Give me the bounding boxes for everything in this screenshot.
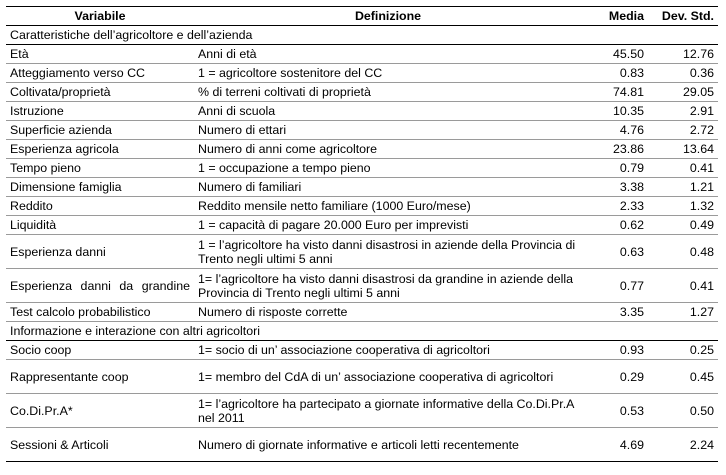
cell-dev-std: 0.45 (648, 360, 718, 394)
cell-media: 74.81 (582, 83, 648, 102)
table-header (6, 7, 718, 26)
cell-media: 4.69 (582, 428, 648, 462)
cell-variabile: Superficie azienda (6, 121, 194, 140)
cell-dev-std: 0.25 (648, 341, 718, 360)
cell-definizione: Numero di giornate informative e articoli letti recentemente (194, 428, 582, 462)
cell-media: 0.53 (582, 394, 648, 428)
cell-variabile: Esperienza danni da grandine (6, 269, 194, 303)
header-media: Media (582, 7, 648, 26)
table-row (6, 197, 718, 216)
cell-media: 4.76 (582, 121, 648, 140)
cell-media: 0.63 (582, 235, 648, 269)
cell-definizione: 1= l’agricoltore ha partecipato a giornate informative della Co.Di.Pr.A nel 2011 (194, 394, 582, 428)
table-row (6, 83, 718, 102)
cell-media: 0.83 (582, 64, 648, 83)
cell-definizione: Anni di scuola (194, 102, 582, 121)
table-row (6, 45, 718, 64)
cell-definizione: 1= l’agricoltore ha visto danni disastrosi da grandine in aziende della Provincia di Trento negli ultimi 5 anni (194, 269, 582, 303)
cell-variabile: Co.Di.Pr.A* (6, 394, 194, 428)
table-row (6, 102, 718, 121)
cell-dev-std: 1.32 (648, 197, 718, 216)
section-row (6, 322, 718, 341)
cell-media: 0.62 (582, 216, 648, 235)
cell-variabile: Reddito (6, 197, 194, 216)
statistics-table (6, 6, 718, 462)
cell-variabile: Test calcolo probabilistico (6, 303, 194, 322)
table-row (6, 360, 718, 394)
cell-variabile: Coltivata/proprietà (6, 83, 194, 102)
cell-variabile: Sessioni & Articoli (6, 428, 194, 462)
cell-definizione: 1= membro del CdA di un’ associazione cooperativa di agricoltori (194, 360, 582, 394)
cell-definizione: Numero di anni come agricoltore (194, 140, 582, 159)
cell-definizione: Numero di ettari (194, 121, 582, 140)
section-title: Caratteristiche dell’agricoltore e dell’azienda (6, 26, 718, 45)
cell-dev-std: 1.21 (648, 178, 718, 197)
cell-media: 0.79 (582, 159, 648, 178)
cell-media: 23.86 (582, 140, 648, 159)
cell-variabile: Socio coop (6, 341, 194, 360)
table-row (6, 121, 718, 140)
cell-variabile: Liquidità (6, 216, 194, 235)
cell-definizione: % di terreni coltivati di proprietà (194, 83, 582, 102)
table-row (6, 159, 718, 178)
cell-dev-std: 29.05 (648, 83, 718, 102)
cell-media: 45.50 (582, 45, 648, 64)
cell-definizione: Anni di età (194, 45, 582, 64)
header-variabile: Variabile (6, 7, 194, 26)
cell-dev-std: 0.41 (648, 159, 718, 178)
cell-dev-std: 1.27 (648, 303, 718, 322)
cell-dev-std: 0.36 (648, 64, 718, 83)
cell-dev-std: 0.49 (648, 216, 718, 235)
table-row (6, 428, 718, 462)
header-dev-std: Dev. Std. (648, 7, 718, 26)
header-definizione: Definizione (194, 7, 582, 26)
cell-dev-std: 2.24 (648, 428, 718, 462)
section-title: Informazione e interazione con altri agricoltori (6, 322, 718, 341)
table-row (6, 341, 718, 360)
cell-dev-std: 2.91 (648, 102, 718, 121)
cell-dev-std: 0.50 (648, 394, 718, 428)
cell-definizione: Reddito mensile netto familiare (1000 Euro/mese) (194, 197, 582, 216)
cell-variabile: Rappresentante coop (6, 360, 194, 394)
cell-media: 0.93 (582, 341, 648, 360)
cell-variabile: Età (6, 45, 194, 64)
cell-dev-std: 2.72 (648, 121, 718, 140)
cell-variabile: Atteggiamento verso CC (6, 64, 194, 83)
table-row (6, 394, 718, 428)
cell-definizione: 1 = agricoltore sostenitore del CC (194, 64, 582, 83)
cell-definizione: 1 = occupazione a tempo pieno (194, 159, 582, 178)
cell-definizione: Numero di risposte corrette (194, 303, 582, 322)
cell-definizione: 1= socio di un’ associazione cooperativa di agricoltori (194, 341, 582, 360)
cell-definizione: 1 = capacità di pagare 20.000 Euro per imprevisti (194, 216, 582, 235)
cell-dev-std: 12.76 (648, 45, 718, 64)
table-row (6, 216, 718, 235)
cell-variabile: Istruzione (6, 102, 194, 121)
table-row (6, 303, 718, 322)
table-row (6, 178, 718, 197)
cell-media: 0.29 (582, 360, 648, 394)
cell-media: 3.35 (582, 303, 648, 322)
cell-definizione: Numero di familiari (194, 178, 582, 197)
cell-media: 2.33 (582, 197, 648, 216)
cell-variabile: Dimensione famiglia (6, 178, 194, 197)
table-row (6, 64, 718, 83)
cell-variabile: Esperienza danni (6, 235, 194, 269)
cell-media: 3.38 (582, 178, 648, 197)
cell-definizione: 1 = l’agricoltore ha visto danni disastrosi in aziende della Provincia di Trento negli ultimi 5 anni (194, 235, 582, 269)
section-row (6, 26, 718, 45)
cell-dev-std: 13.64 (648, 140, 718, 159)
cell-media: 10.35 (582, 102, 648, 121)
table-row (6, 140, 718, 159)
table-row (6, 235, 718, 269)
table-body (6, 26, 718, 462)
cell-media: 0.77 (582, 269, 648, 303)
cell-variabile: Esperienza agricola (6, 140, 194, 159)
cell-variabile: Tempo pieno (6, 159, 194, 178)
table-row (6, 269, 718, 303)
cell-dev-std: 0.41 (648, 269, 718, 303)
cell-dev-std: 0.48 (648, 235, 718, 269)
